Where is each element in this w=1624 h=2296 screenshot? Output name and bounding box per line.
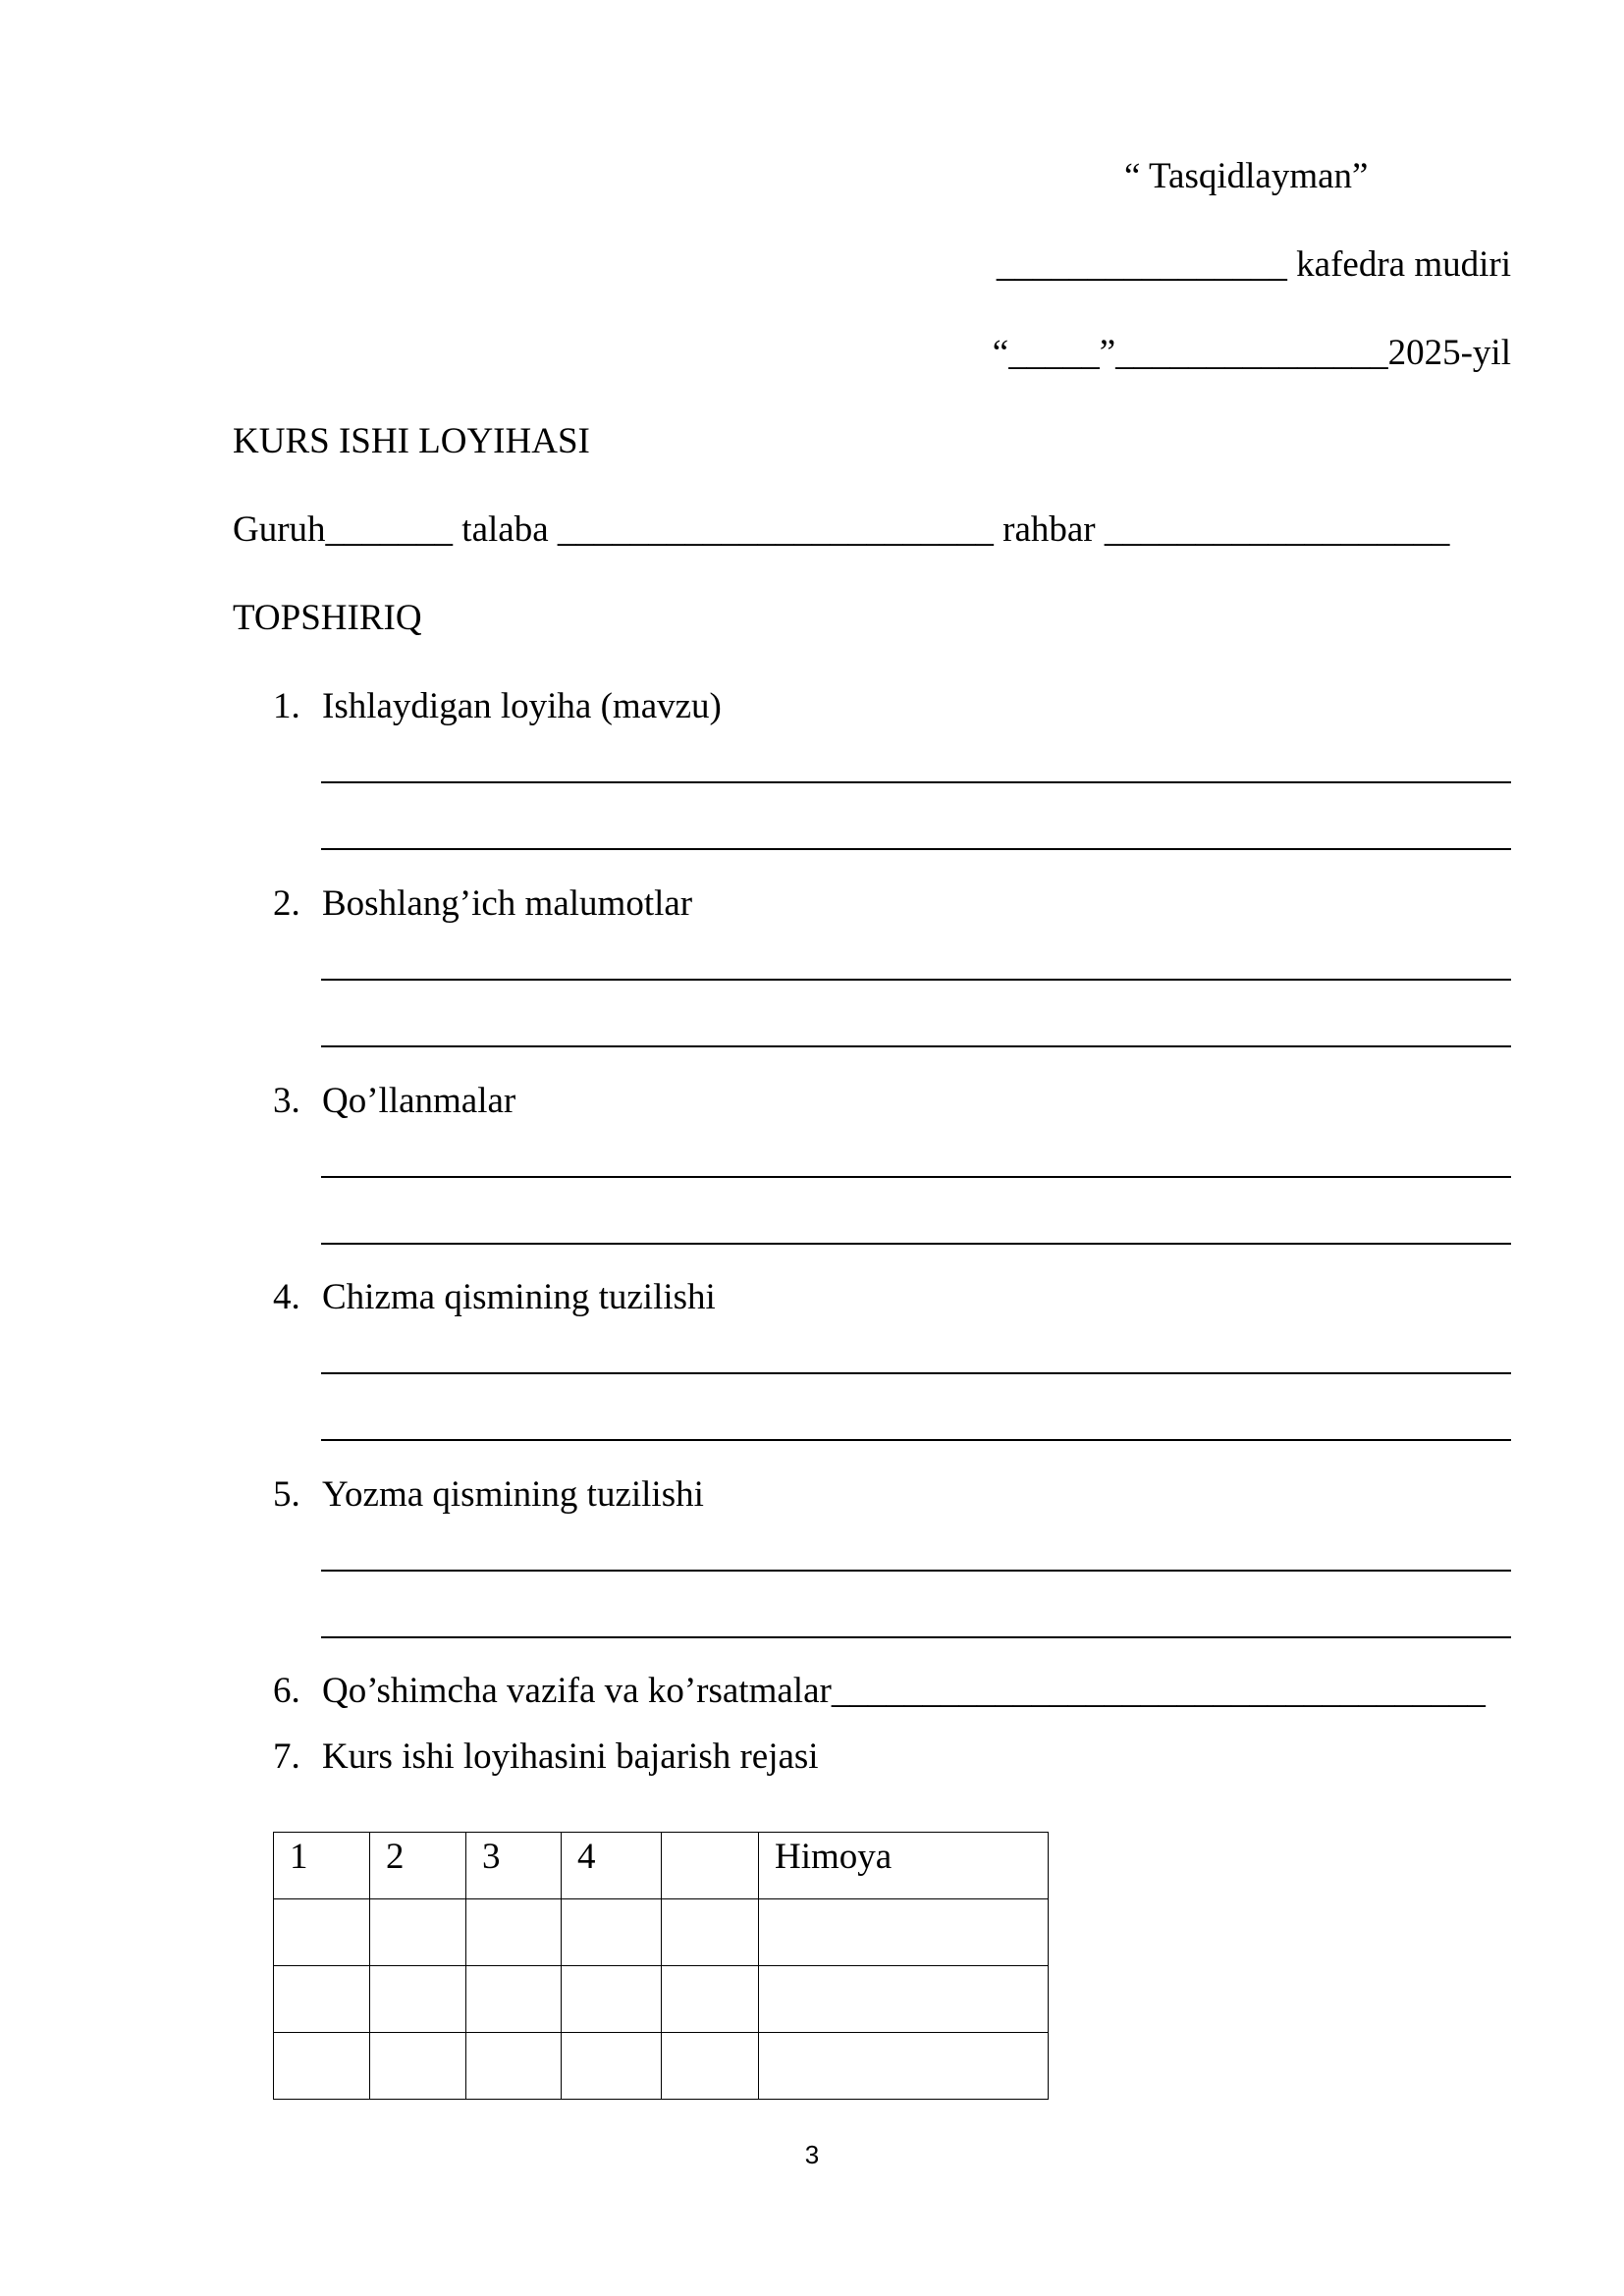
table-cell[interactable]	[274, 2033, 370, 2100]
fill-in-line[interactable]	[321, 1243, 1511, 1245]
list-item-number: 6.	[273, 1671, 300, 1711]
approval-title: “ Tasqidlayman”	[1124, 156, 1369, 196]
fill-in-line[interactable]	[321, 1439, 1511, 1441]
list-item-label: Qo’llanmalar	[322, 1081, 516, 1121]
list-item-label: Kurs ishi loyihasini bajarish rejasi	[322, 1736, 819, 1777]
list-item-number: 4.	[273, 1277, 300, 1317]
table-cell[interactable]	[662, 1899, 759, 1966]
document-title: KURS ISHI LOYIHASI	[233, 421, 590, 461]
list-item	[273, 1080, 515, 1123]
list-item-number: 5.	[273, 1474, 300, 1515]
fill-in-line[interactable]	[321, 1372, 1511, 1374]
table-cell[interactable]	[662, 1966, 759, 2033]
list-item-label: Qo’shimcha vazifa va ko’rsatmalar____________________________________	[322, 1671, 1486, 1711]
list-item-label: Yozma qismining tuzilishi	[322, 1474, 704, 1515]
list-item-label: Boshlang’ich malumotlar	[322, 883, 693, 924]
fill-in-line[interactable]	[321, 1176, 1511, 1178]
table-header-cell: 3	[466, 1833, 562, 1899]
list-item-number: 2.	[273, 883, 300, 924]
page-number: 3	[804, 2140, 820, 2169]
table-row	[274, 2033, 1049, 2100]
table-header-cell: 1	[274, 1833, 370, 1899]
table-cell[interactable]	[370, 1899, 466, 1966]
approval-date: “_____”_______________2025-yil	[992, 333, 1511, 373]
fill-in-line[interactable]	[321, 1045, 1511, 1047]
fill-in-line[interactable]	[321, 1636, 1511, 1638]
table-cell[interactable]	[562, 1899, 662, 1966]
list-item	[273, 1276, 716, 1319]
fill-in-line[interactable]	[321, 1570, 1511, 1572]
table-cell[interactable]	[370, 2033, 466, 2100]
list-item	[273, 1735, 819, 1779]
table-cell[interactable]	[759, 2033, 1049, 2100]
approval-head-of-department: ________________ kafedra mudiri	[996, 244, 1511, 285]
task-heading: TOPSHIRIQ	[233, 598, 422, 638]
table-cell[interactable]	[759, 1966, 1049, 2033]
table-header-row	[274, 1833, 1049, 1899]
list-item-label: Chizma qismining tuzilishi	[322, 1277, 716, 1317]
table-header-cell: 4	[562, 1833, 662, 1899]
table-cell[interactable]	[370, 1966, 466, 2033]
table-cell[interactable]	[562, 2033, 662, 2100]
table-cell[interactable]	[759, 1899, 1049, 1966]
table-cell[interactable]	[466, 2033, 562, 2100]
table-cell[interactable]	[274, 1966, 370, 2033]
table-cell[interactable]	[274, 1899, 370, 1966]
table-cell[interactable]	[562, 1966, 662, 2033]
table-header-cell: Himoya	[759, 1833, 1049, 1899]
table-header-cell: 2	[370, 1833, 466, 1899]
list-item-number: 1.	[273, 686, 300, 726]
list-item-label: Ishlaydigan loyiha (mavzu)	[322, 686, 722, 726]
table-header-cell	[662, 1833, 759, 1899]
list-item	[273, 1473, 704, 1517]
list-item	[273, 685, 722, 728]
list-item	[273, 1670, 1486, 1713]
table-cell[interactable]	[662, 2033, 759, 2100]
table-row	[274, 1899, 1049, 1966]
fill-in-line[interactable]	[321, 979, 1511, 981]
fill-in-line[interactable]	[321, 848, 1511, 850]
group-student-supervisor-row: Guruh_______ talaba ________________________ rahbar ___________________	[233, 509, 1450, 550]
list-item-number: 3.	[273, 1081, 300, 1121]
list-item-number: 7.	[273, 1736, 300, 1777]
list-item	[273, 882, 692, 926]
table-cell[interactable]	[466, 1899, 562, 1966]
plan-table	[273, 1832, 1049, 2100]
table-cell[interactable]	[466, 1966, 562, 2033]
fill-in-line[interactable]	[321, 781, 1511, 783]
table-row	[274, 1966, 1049, 2033]
